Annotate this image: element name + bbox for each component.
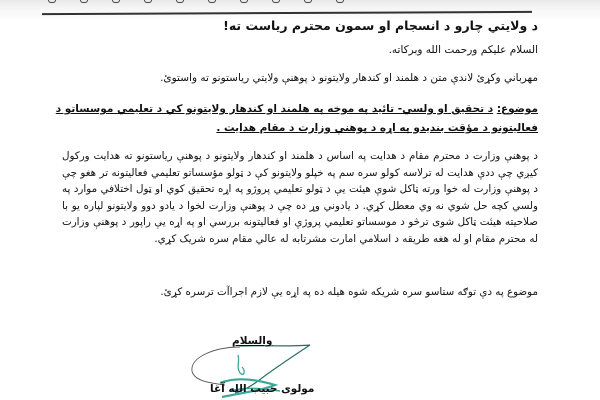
subject-line (20, 100, 538, 138)
signatory-name: مولوی حبيب الله آغا (210, 383, 315, 395)
signature-salutation: والسلام (232, 335, 273, 347)
subject-text: د تحقيق او ولسي- تائيد په موخه په هلمند او کندهار ولايتونو کي د تعليمي موسساتو د فعاليتونو د مؤقت بنديدو په اړه د پوهنې وزارت د مقام هدايت . (55, 103, 538, 134)
body-paragraph: د پوهنې وزارت د محترم مقام د هدايت په اساس د هلمند او کندهار ولايتونو د پوهنې رياستونو ته هدايت ورکول کيږي چې ددې هدايت له ترلاسه کولو سره سم په خپلو ولايتونو کې د ټولو مؤسساتو تعليمي فعاليتونه تر هغو چې د پوهنې وزارت له خوا ورته ټاکل شوې هيئت يې د ټولو تعليمي پروژو په اړه تحقيق کوي او ټول اختلافي موارد په ولسي کچه حل شوي نه وي معطل کړي. د يادوني وړ ده چې د پوهنې وزارت لخوا د يادو دوو ولايتونو لپاره يو با صلاحيته هيئت ټاکل شوی ترڅو د موسساتو تعليمي پروژې او فعاليتونه بررسي او په اړه يې راپور د پوهنې وزارت له محترم مقام او له هغه طريقه د اسلامي امارت مشرتابه له عالي مقام سره شريک کړي. (62, 150, 538, 245)
letterhead-rule (42, 11, 532, 15)
addressee-line: د ولايتي چارو د انسجام او سمون محترم رياست ته! (223, 18, 538, 33)
signature-block (180, 333, 340, 400)
intro-line: مهرباني وکړئ لاندې متن د هلمند او کندهار ولايتونو د پوهنې ولايتي رياستونو ته واستوئ. (160, 72, 538, 84)
subject-label: موضوع: (496, 103, 538, 115)
greeting-line: السلام عليکم ورحمت الله وبرکاته. (388, 44, 538, 56)
letterhead-fragment (48, 0, 528, 5)
closing-line: موضوع په دې توګه ستاسو سره شريکه شوه هيله ده په اړه يې لازم اجراآت ترسره کړئ. (160, 286, 538, 298)
